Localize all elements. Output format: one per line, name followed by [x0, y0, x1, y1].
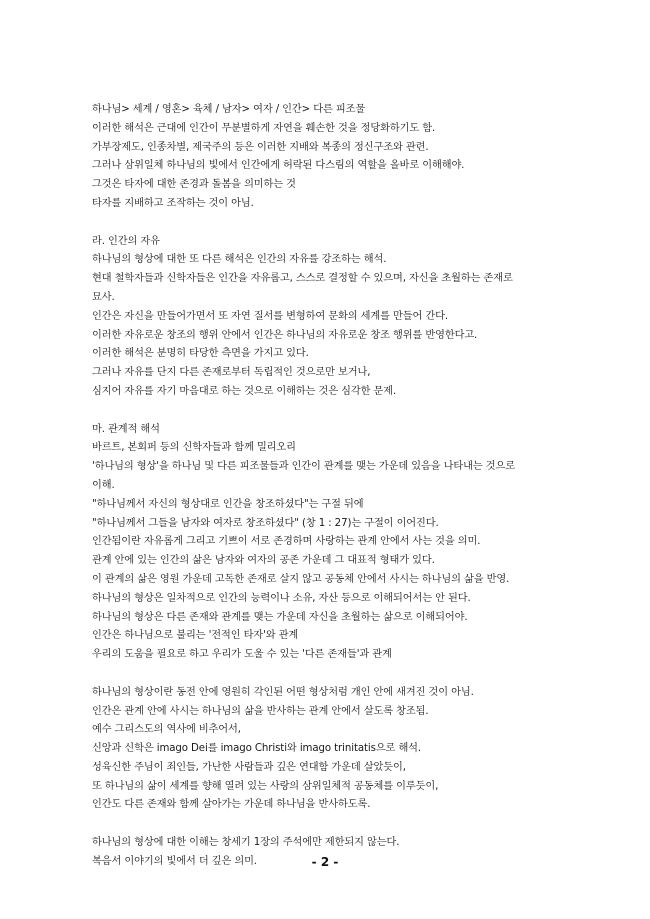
text-line: 그러나 삼위일체 하나님의 빛에서 인간에게 허락된 다스림의 역할을 올바로 이해해야.	[92, 160, 465, 172]
text-line: 인간은 관계 안에 사시는 하나님의 삶을 반사하는 관계 안에서 살도록 창조됨.	[92, 705, 429, 717]
text-line: 예수 그리스도의 역사에 비추어서,	[92, 724, 241, 736]
text-line: 우리의 도움을 필요로 하고 우리가 도울 수 있는 '다른 존재들'과 관계	[92, 649, 392, 661]
text-line: 인간은 자신을 만들어가면서 또 자연 질서를 변형하여 문화의 세계를 만들어 간다.	[92, 310, 448, 322]
text-line: 하나님의 형상에 대한 이해는 창세기 1장의 주석에만 제한되지 않는다.	[92, 837, 400, 849]
text-line: 마. 관계적 해석	[92, 423, 160, 435]
text-line: 인간도 다른 존재와 함께 살아가는 가운데 하나님을 반사하도록.	[92, 799, 371, 811]
document-body	[92, 101, 592, 872]
paragraph-gap	[92, 402, 592, 421]
text-line: 관계 안에 있는 인간의 삶은 남자와 여자의 공존 가운데 그 대표적 형태가 있다.	[92, 555, 435, 567]
text-line: 하나님의 형상은 다른 존재와 관계를 맺는 가운데 자신을 초월하는 삶으로 이해되어야.	[92, 611, 468, 623]
text-line: 이러한 해석은 분명히 타당한 측면을 가지고 있다.	[92, 348, 309, 360]
text-line: 하나님의 형상이란 동전 안에 영원히 각인된 어떤 형상처럼 개인 안에 새겨진 것이 아님.	[92, 686, 474, 698]
text-line: 성육신한 주님이 죄인들, 가난한 사람들과 깊은 연대함 가운데 살았듯이,	[92, 761, 406, 773]
text-line: 그러나 자유를 단지 다른 존재로부터 독립적인 것으로만 보거나,	[92, 367, 371, 379]
text-line: 라. 인간의 자유	[92, 235, 160, 247]
text-line: '하나님의 형상'을 하나님 및 다른 피조물들과 인간이 관계를 맺는 가운데 있음을 나타내는 것으로	[92, 461, 515, 473]
text-line: 가부장제도, 인종차별, 제국주의 등은 이러한 지배와 복종의 정신구조와 관련.	[92, 141, 429, 153]
text-line: "하나님께서 자신의 형상대로 인간을 창조하셨다"는 구절 뒤에	[92, 498, 364, 510]
text-line: 또 하나님의 삶이 세계를 향해 열려 있는 사랑의 삼위일체적 공동체를 이루듯이,	[92, 780, 439, 792]
paragraph-gap	[92, 815, 592, 834]
text-line: 현대 철학자들과 신학자들은 인간을 자유롭고, 스스로 결정할 수 있으며, 자신을 초월하는 존재로	[92, 273, 513, 285]
text-line: 이러한 자유로운 창조의 행위 안에서 인간은 하나님의 자유로운 창조 행위를 반영한다고.	[92, 329, 478, 341]
text-line: 이해.	[92, 479, 115, 491]
text-line: 하나님> 세계 / 영혼> 육체 / 남자> 여자 / 인간> 다른 피조물	[92, 104, 366, 115]
page-number: - 2 -	[311, 855, 339, 869]
text-line: 이러한 해석은 근대에 인간이 무분별하게 자연을 훼손한 것을 정당화하기도 함.	[92, 122, 436, 134]
text-line: 바르트, 본회퍼 등의 신학자들과 함께 밀리오리	[92, 442, 296, 454]
text-line: 복음서 이야기의 빛에서 더 깊은 의미.	[92, 855, 257, 867]
text-line: "하나님께서 그들을 남자와 여자로 창조하셨다" (창 1 : 27)는 구절이 이어진다.	[92, 517, 439, 529]
paragraph-gap	[92, 665, 592, 684]
text-line: 신앙과 신학은 imago Dei를 imago Christi와 imago trinitatis으로 해석.	[92, 743, 422, 755]
text-line: 인간됨이란 자유롭게 그리고 기쁘이 서로 존경하며 사랑하는 관계 안에서 사는 것을 의미.	[92, 536, 481, 548]
text-line: 하나님의 형상은 일차적으로 인간의 능력이나 소유, 자산 등으로 이해되어서는 안 된다.	[92, 592, 471, 604]
text-line: 이 관계의 삶은 영원 가운데 고독한 존재로 살지 않고 공동체 안에서 사시는 하나님의 삶을 반영.	[92, 573, 510, 585]
text-line: 그것은 타자에 대한 존경과 돌봄을 의미하는 것	[92, 179, 296, 191]
text-line: 묘사.	[92, 291, 115, 303]
paragraph-gap	[92, 214, 592, 233]
text-line: 하나님의 형상에 대한 또 다른 해석은 인간의 자유를 강조하는 해석.	[92, 254, 387, 266]
text-line: 인간은 하나님으로 불리는 '전적인 타자'와 관계	[92, 630, 299, 642]
text-line: 타자를 지배하고 조작하는 것이 아님.	[92, 197, 254, 209]
text-line: 심지어 자유를 자기 마음대로 하는 것으로 이해하는 것은 심각한 문제.	[92, 385, 397, 397]
